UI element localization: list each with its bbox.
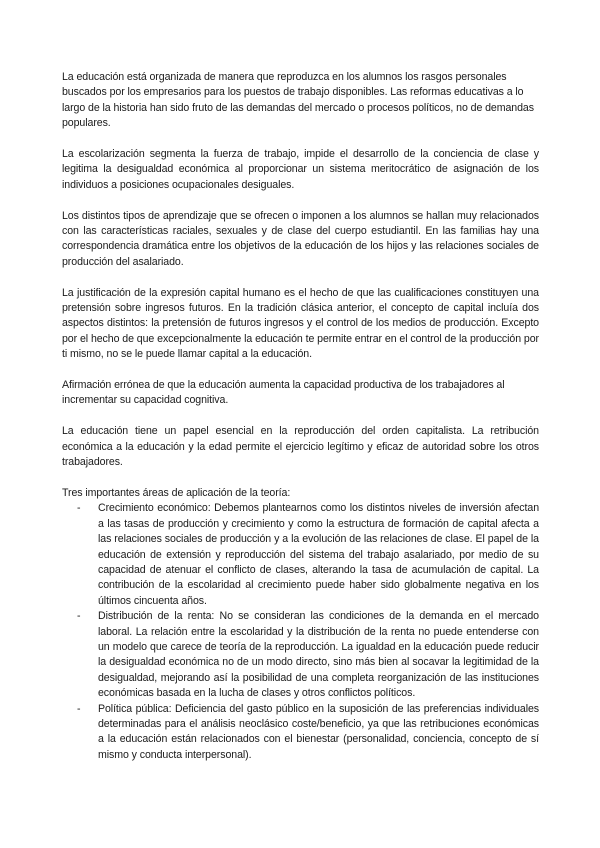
paragraph-orden-capitalista: La educación tiene un papel esencial en la reproducción del orden capitalista. La retribución económica a la educación y la edad permite el ejercicio legítimo y eficaz de autoridad sobre los otros trabajadores. <box>62 425 539 469</box>
bullet-dash: - <box>77 502 81 515</box>
paragraph-escolarizacion: La escolarización segmenta la fuerza de trabajo, impide el desarrollo de la conciencia de clase y legitima la desigualdad económica al proporcionar un sistema meritocrático de asignación de los individuos a posiciones ocupacionales desiguales. <box>62 148 539 191</box>
areas-list <box>62 501 539 763</box>
paragraph-capital-humano: La justificación de la expresión capital humano es el hecho de que las cualificaciones constituyen una pretensión sobre ingresos futuros. En la tradición clásica anterior, el concepto de capital incluía dos aspectos distintos: la pretensión de futuros ingresos y el control de los medios de producción. Excepto por el hecho de que excepcionalmente la educación te permite entrar en el control de la producción por ti mismo, no se le puede llamar capital a la educación. <box>62 286 539 361</box>
bullet-dash: - <box>77 610 81 623</box>
list-item-text: Distribución de la renta: No se consideran las condiciones de la demanda en el mercado laboral. La relación entre la escolaridad y la distribución de la renta no puede entenderse con un modelo que carece de teoría de la reproducción. La igualdad en la educación puede reducir la desigualdad económica no de un modo directo, sino más bien al socavar la legitimidad de la desigualdad, mejorando así la posibilidad de una completa reorganización de las instituciones económicas basada en la lucha de clases y otros conflictos políticos. <box>98 610 539 700</box>
paragraph-reproduccion-rasgos: La educación está organizada de manera que reproduzca en los alumnos los rasgos personales buscados por los empresarios para los puestos de trabajo disponibles. Las reformas educativas a lo largo de la historia han sido fruto de las demandas del mercado o procesos políticos, no de demandas populares. <box>62 71 534 130</box>
list-item-crecimiento <box>62 501 539 609</box>
bullet-dash: - <box>77 702 81 715</box>
document-body <box>62 70 539 763</box>
paragraph-afirmacion-erronea: Afirmación errónea de que la educación aumenta la capacidad productiva de los trabajadores al incrementar su capacidad cognitiva. <box>62 379 505 407</box>
paragraph-tipos-aprendizaje: Los distintos tipos de aprendizaje que se ofrecen o imponen a los alumnos se hallan muy relacionados con las características raciales, sexuales y de clase del cuerpo estudiantil. En las familias hay una correspondencia dramática entre los objetivos de la educación de los hijos y las relaciones sociales de producción del asalariado. <box>62 209 539 268</box>
areas-intro: Tres importantes áreas de aplicación de la teoría: <box>62 486 291 499</box>
list-item-politica <box>62 702 539 764</box>
list-item-text: Crecimiento económico: Debemos plantearnos como los distintos niveles de inversión afectan a las tasas de producción y crecimiento y como la estructura de formación de capital afecta a las relaciones sociales de producción y a la evolución de las relaciones de clase. El papel de la educación de extensión y reproducción del sistema del trabajo asalariado, por medio de su capacidad de atenuar el conflicto de clases, alterando la tasa de acumulación de capital. La contribución de la escolaridad al crecimiento puede haber sido globalmente negativa en los últimos cincuenta años. <box>98 502 539 607</box>
list-item-distribucion <box>62 609 539 701</box>
list-item-text: Política pública: Deficiencia del gasto público en la suposición de las preferencias individuales determinadas para el análisis neoclásico coste/beneficio, ya que las retribuciones económicas a la educación están relacionados con el bienestar (personalidad, conciencia, concepto de sí mismo y conducta interpersonal). <box>98 702 539 761</box>
